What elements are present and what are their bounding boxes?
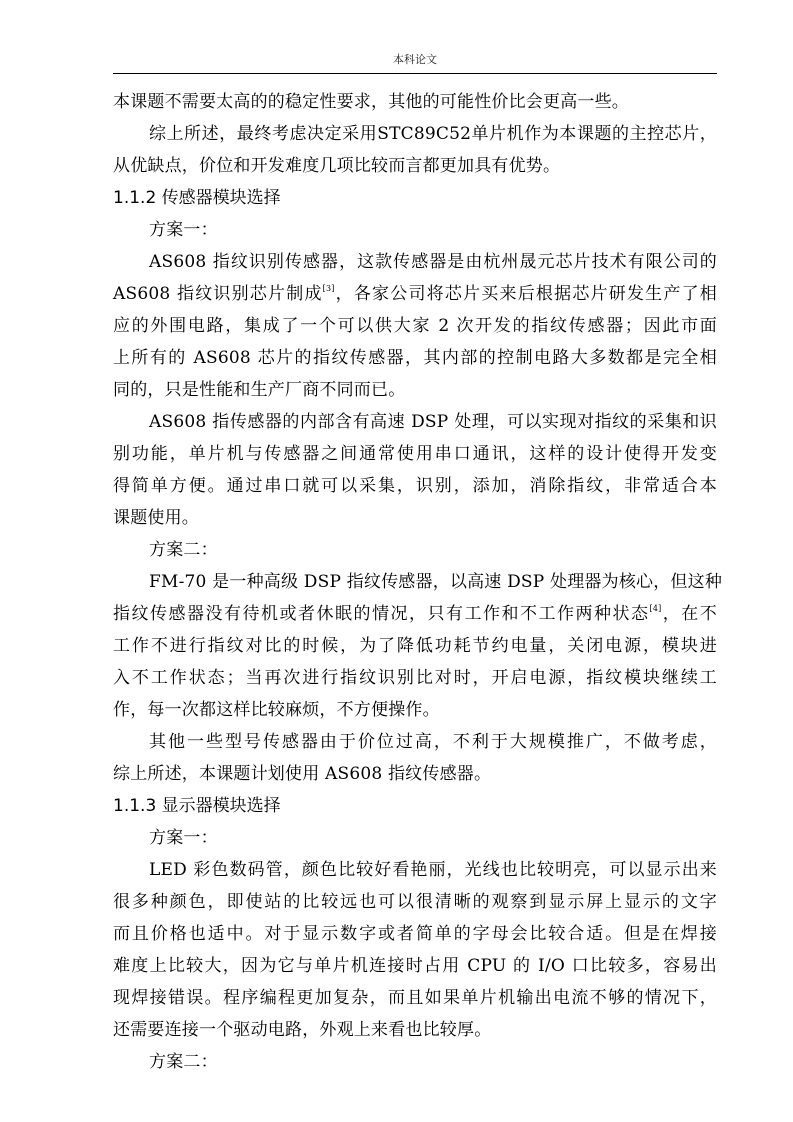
paragraph-line: 而且价格也适中。对于显示数字或者简单的字母会比较合适。但是在焊接: [113, 924, 717, 944]
line-text: AS608 指纹识别芯片制成: [113, 284, 323, 304]
paragraph-line: 应的外围电路，集成了一个可以供大家 2 次开发的指纹传感器；因此市面: [113, 316, 717, 336]
paragraph-line: 上所有的 AS608 芯片的指纹传感器，其内部的控制电路大多数都是完全相: [113, 348, 717, 368]
line-text: 指纹传感器没有待机或者休眠的情况，只有工作和不工作两种状态: [113, 604, 650, 624]
paragraph-line: 还需要连接一个驱动电路，外观上来看也比较厚。: [113, 1020, 492, 1040]
page-header: 本科论文: [393, 53, 437, 66]
option-label: 方案二：: [149, 1052, 218, 1072]
paragraph-line: 难度上比较大，因为它与单片机连接时占用 CPU 的 I/O 口比较多，容易出: [113, 956, 717, 976]
paragraph-line: 别功能，单片机与传感器之间通常使用串口通讯，这样的设计使得开发变: [113, 444, 717, 464]
paragraph-line: 综上所述，本课题计划使用 AS608 指纹传感器。: [113, 764, 492, 784]
paragraph-line: FM-70 是一种高级 DSP 指纹传感器，以高速 DSP 处理器为核心，但这种: [149, 572, 723, 592]
paragraph-line: 入不工作状态；当再次进行指纹识别比对时，开启电源，指纹模块继续工: [113, 668, 717, 688]
paragraph-line: 从优缺点，价位和开发难度几项比较而言都更加具有优势。: [113, 156, 561, 176]
paragraph-line: LED 彩色数码管，颜色比较好看艳丽，光线也比较明亮，可以显示出来: [149, 860, 717, 880]
paragraph-line: 综上所述，最终考虑决定采用STC89C52单片机作为本课题的主控芯片，: [149, 124, 717, 144]
section-heading: 1.1.2 传感器模块选择: [113, 188, 281, 208]
paragraph-line: 工作不进行指纹对比的时候，为了降低功耗节约电量，关闭电源，模块进: [113, 636, 717, 656]
paragraph-line: 得简单方便。通过串口就可以采集，识别，添加，消除指纹，非常适合本: [113, 476, 717, 496]
option-label: 方案一：: [149, 220, 218, 240]
section-heading: 1.1.3 显示器模块选择: [113, 796, 281, 816]
option-label: 方案二：: [149, 540, 218, 560]
line-text: ，在不: [661, 604, 717, 624]
citation-mark: [4]: [649, 604, 662, 613]
document-body: [113, 86, 723, 1078]
paragraph-line: 本课题不需要太高的的稳定性要求，其他的可能性价比会更高一些。: [113, 92, 629, 112]
paragraph-line: 其他一些型号传感器由于价位过高，不利于大规模推广，不做考虑，: [149, 732, 717, 752]
paragraph-line: 现焊接错误。程序编程更加复杂，而且如果单片机输出电流不够的情况下，: [113, 988, 717, 1008]
paragraph-line: 课题使用。: [113, 508, 199, 528]
line-text: ，各家公司将芯片买来后根据芯片研发生产了相: [334, 284, 718, 304]
paragraph-line: AS608 指纹识别传感器，这款传感器是由杭州晟元芯片技术有限公司的: [149, 252, 717, 272]
header-divider: [113, 73, 717, 74]
paragraph-line: 很多种颜色，即使站的比较远也可以很清晰的观察到显示屏上显示的文字: [113, 892, 717, 912]
paragraph-line: [113, 598, 717, 630]
option-label: 方案一：: [149, 828, 218, 848]
paragraph-line: 同的，只是性能和生产厂商不同而已。: [113, 380, 406, 400]
paragraph-line: 作，每一次都这样比较麻烦，不方便操作。: [113, 700, 440, 720]
citation-mark: [3]: [322, 284, 335, 293]
paragraph-line: AS608 指传感器的内部含有高速 DSP 处理，可以实现对指纹的采集和识: [149, 412, 717, 432]
paragraph-line: [113, 278, 717, 310]
